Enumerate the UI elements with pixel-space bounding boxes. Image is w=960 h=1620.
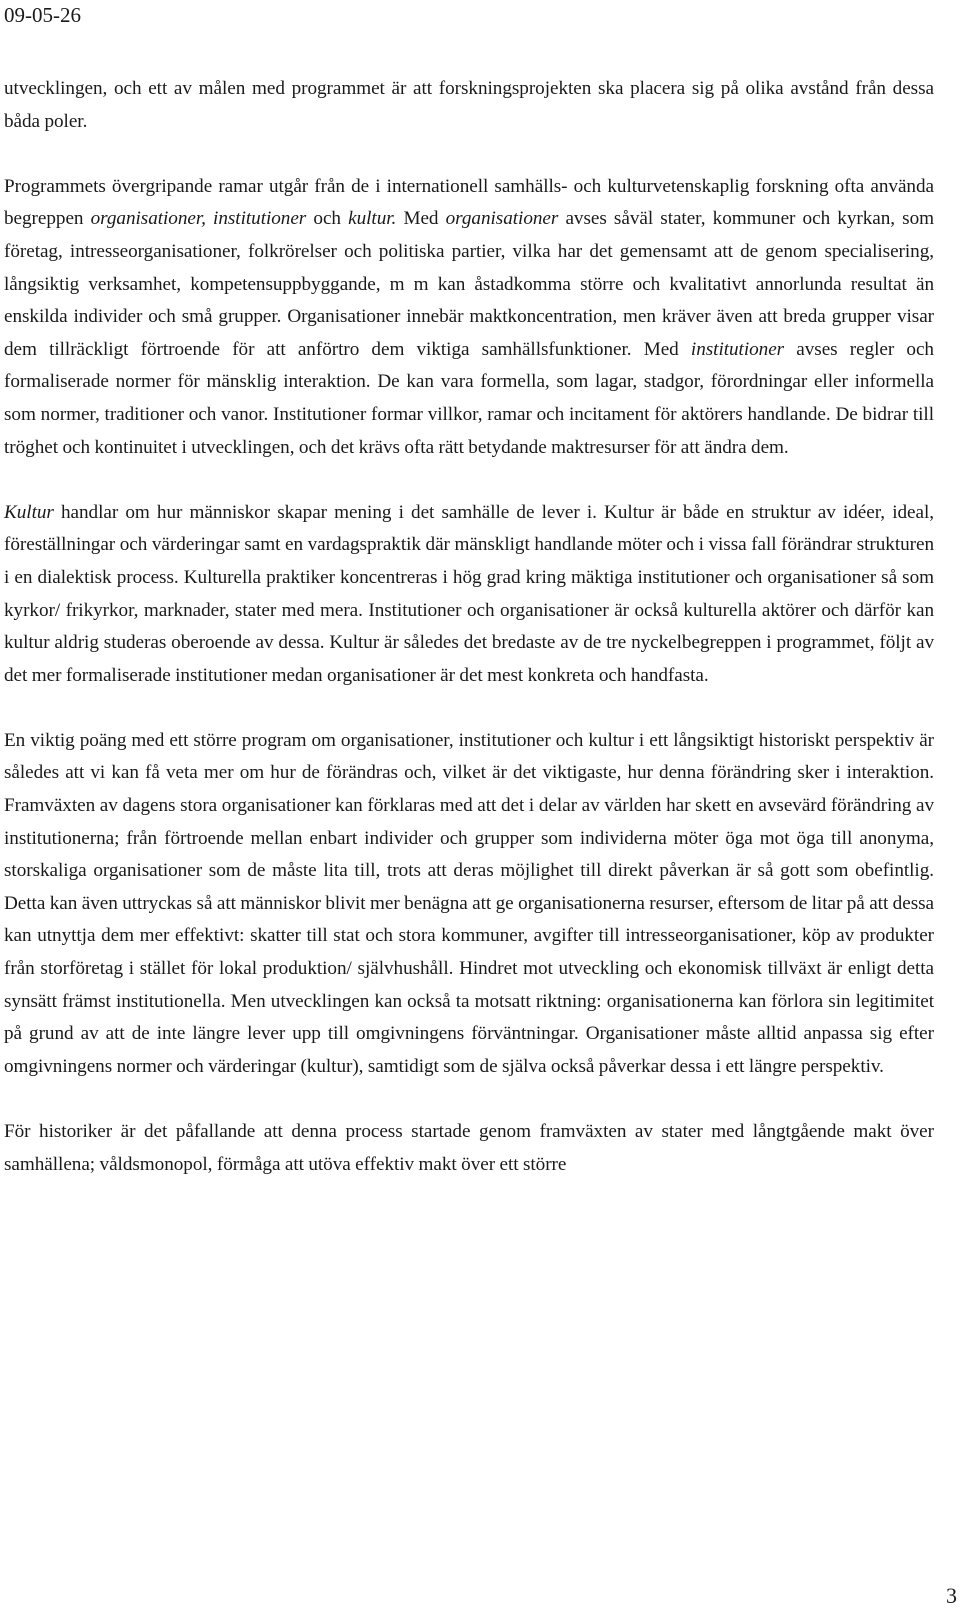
paragraph-text: avses såväl stater, kommuner och kyrkan, som företag, intresseorganisationer, folkrörelser och politiska partier, vilka har det gemensamt att de genom specialisering, långsiktig verksamhet, kompetensuppbyggande, m m kan åstadkomma större och kvalitativt annorlunda resultat än enskilda individer och små grupper. Organisationer innebär maktkoncentration, men kräver även att breda grupper visar dem tillräckligt förtroende för att anförtro dem viktiga samhällsfunktioner. Med (4, 208, 935, 360)
body-paragraph (4, 171, 934, 464)
page-number: 3 (946, 1583, 957, 1608)
italic-term: organisationer (445, 208, 559, 230)
page-date: 09-05-26 (4, 3, 81, 27)
italic-term: institutioner (690, 338, 785, 360)
paragraph-text: För historiker är det påfallande att denna process startade genom framväxten av stater med långtgående makt över samhällena; våldsmonopol, förmåga att utöva effektiv makt över ett större (4, 1121, 934, 1175)
body-paragraph (4, 73, 934, 138)
paragraph-text: Med (396, 208, 446, 230)
paragraph-text: En viktig poäng med ett större program om organisationer, institutioner och kultur i ett långsiktigt historiskt perspektiv är således att vi kan få veta mer om hur de förändras och, vilket är det viktigaste, hur denna förändring sker i interaktion. Framväxten av dagens stora organisationer kan förklaras med att det i delar av världen har skett en avsevärd förändring av institutionerna; från förtroende mellan enbart individer och grupper som individerna möter öga mot öga till anonyma, storskaliga organisationer som de måste lita till, trots att deras möjlighet till direkt påverkan är så gott som obefintlig. Detta kan även uttryckas så att människor blivit mer benägna att ge organisationerna resurser, eftersom de litar på att dessa kan utnyttja dem mer effektivt: skatter till stat och stora kommuner, avgifter till intresseorganisationer, köp av produkter från storföretag i stället för lokal produktion/ självhushåll. Hindret mot utveckling och ekonomisk tillväxt är enligt detta synsätt främst institutionella. Men utvecklingen kan också ta motsatt riktning: organisationerna kan förlora sin legitimitet på grund av att de inte längre lever upp till omgivningens förväntningar. Organisationer måste alltid anpassa sig efter omgivningens normer och värderingar (kultur), samtidigt som de själva också påverkar dessa i ett längre perspektiv. (4, 729, 934, 1077)
paragraph-text: och (306, 208, 349, 230)
italic-term: organisationer, institutioner (90, 208, 307, 230)
document-body (4, 73, 934, 1214)
italic-term: Kultur (4, 501, 54, 523)
italic-term: kultur. (348, 208, 397, 230)
body-paragraph (4, 725, 934, 1084)
paragraph-text: utvecklingen, och ett av målen med programmet är att forskningsprojekten ska placera sig på olika avstånd från dessa båda poler. (4, 78, 934, 132)
body-paragraph (4, 497, 934, 693)
paragraph-text: Programmets övergripande ramar utgår från de i internationell samhälls- och kulturvetenskaplig forskning ofta använda begreppen (4, 175, 934, 230)
paragraph-text: handlar om hur människor skapar mening i det samhälle de lever i. Kultur är både en struktur av idéer, ideal, föreställningar och värderingar samt en vardagspraktik där mänskligt handlande möter och i vissa fall förändrar strukturen i en dialektisk process. Kulturella praktiker koncentreras i hög grad kring mäktiga institutioner och organisationer så som kyrkor/ frikyrkor, marknader, stater med mera. Institutioner och organisationer är också kulturella aktörer och därför kan kultur aldrig studeras oberoende av dessa. Kultur är således det bredaste av de tre nyckelbegreppen i programmet, följt av det mer formaliserade institutioner medan organisationer är det mest konkreta och handfasta. (4, 501, 934, 686)
paragraph-text: avses regler och formaliserade normer för mänsklig interaktion. De kan vara formella, som lagar, stadgor, förordningar eller informella som normer, traditioner och vanor. Institutioner formar villkor, ramar och incitament för aktörers handlande. De bidrar till tröghet och kontinuitet i utvecklingen, och det krävs ofta rätt betydande maktresurser för att ändra dem. (4, 338, 934, 458)
body-paragraph (4, 1116, 934, 1181)
